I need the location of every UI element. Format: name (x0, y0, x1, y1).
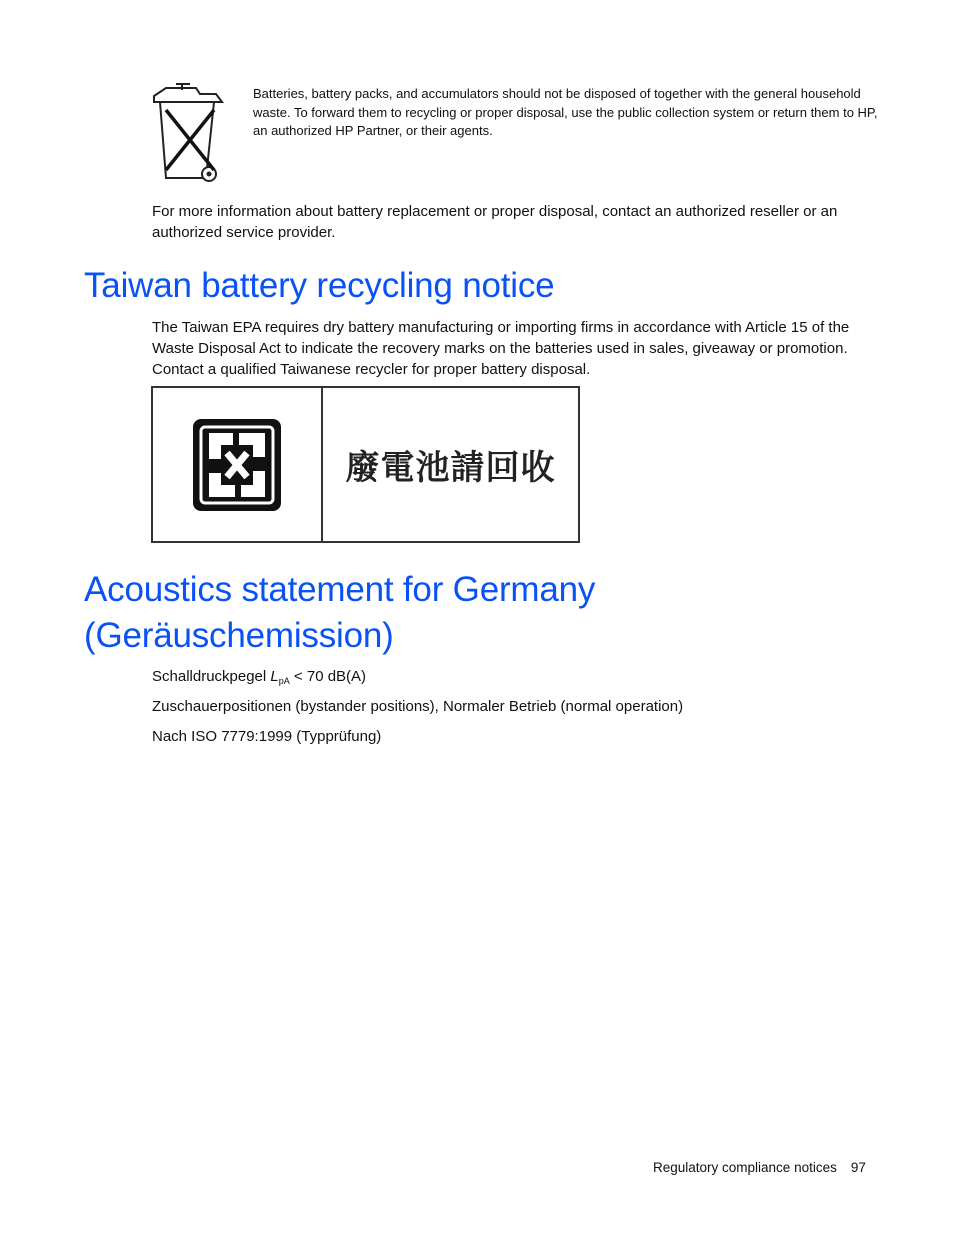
taiwan-recycling-mark-table (151, 386, 580, 543)
taiwan-recycling-mark-icon (153, 388, 323, 541)
footer-section-title: Regulatory compliance notices (653, 1160, 837, 1175)
taiwan-heading: Taiwan battery recycling notice (84, 266, 555, 305)
crossed-out-bin-icon (152, 82, 224, 184)
iso-standard-line: Nach ISO 7779:1999 (Typprüfung) (152, 728, 382, 745)
battery-more-info: For more information about battery replacement or proper disposal, contact an authorized reseller or an authorized service provider. (152, 203, 838, 241)
germany-heading: Acoustics statement for Germany (Geräuschemission) (84, 570, 596, 655)
taiwan-body: The Taiwan EPA requires dry battery manufacturing or importing firms in accordance with Article 15 of the Waste Disposal Act to indicate the recovery marks on the batteries used in sales, giveaway or promotion. Contact a qualified Taiwanese recycler for proper battery disposal. (152, 319, 850, 378)
page-footer (653, 1159, 866, 1177)
bystander-positions-line: Zuschauerpositionen (bystander positions), Normaler Betrieb (normal operation) (152, 698, 684, 715)
recycle-batteries-text: 廢電池請回收 (345, 448, 556, 488)
page-number: 97 (850, 1160, 866, 1175)
battery-disposal-notice: Batteries, battery packs, and accumulators should not be disposed of together with the general household waste. To forward them to recycling or proper disposal, use the public collection system or return them to HP, an authorized HP Partner, or their agents. (253, 86, 878, 138)
sound-pressure-line: Schalldruckpegel $L_{pA} < 70$ dB(A) (152, 668, 367, 686)
